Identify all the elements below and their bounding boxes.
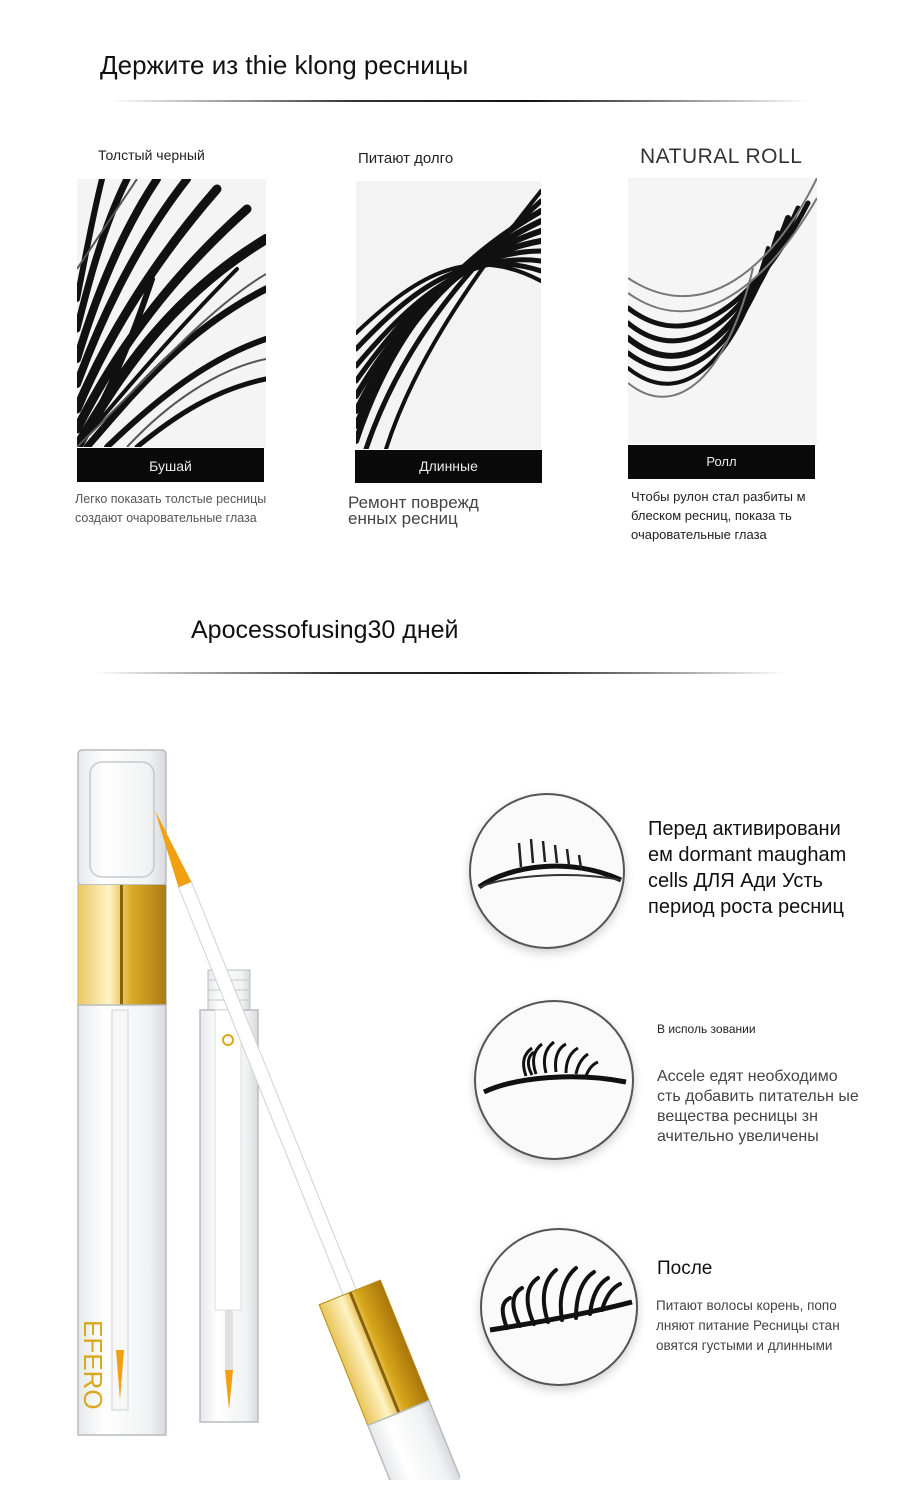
stage-after-lash-circle bbox=[480, 1228, 638, 1386]
section-divider-1 bbox=[110, 100, 810, 102]
thick-lashes-photo bbox=[77, 179, 266, 447]
stage-during-label: В исполь зовании bbox=[657, 1022, 756, 1036]
column-3-description: Чтобы рулон стал разбиты м блеском ресниц, показа ть очаровательные глаза bbox=[631, 489, 806, 542]
stage-after-label: После bbox=[657, 1258, 713, 1279]
column-2-bar-label: Длинные bbox=[355, 450, 542, 483]
stage-after-description: Питают волосы корень, попо лняют питание Ресницы стан овятся густыми и длинными bbox=[656, 1298, 840, 1353]
stage-before-lash-circle bbox=[469, 793, 625, 949]
column-3-top-label: NATURAL ROLL bbox=[640, 145, 803, 168]
column-1-bar-label: Бушай bbox=[77, 448, 264, 482]
brand-logo-text: EFERO bbox=[78, 1320, 108, 1410]
column-3-bar-label: Ролл bbox=[628, 445, 815, 479]
column-2-description: Ремонт поврежд енных ресниц bbox=[348, 493, 479, 528]
section-title-1: Держите из thie klong ресницы bbox=[100, 50, 469, 80]
stage-during-lash-circle bbox=[474, 1000, 634, 1160]
column-1-top-label: Толстый черный bbox=[98, 147, 205, 163]
section-title-2: Apocessofusing30 дней bbox=[191, 616, 459, 644]
stage-during-description: Accele едят необходимо сть добавить питательн ые вещества ресницы зн ачительно увеличены bbox=[657, 1068, 859, 1145]
section-divider-2 bbox=[95, 672, 785, 674]
column-1-description: Легко показать толстые ресницы создают очаровательные глаза bbox=[75, 492, 267, 525]
long-lashes-photo bbox=[356, 181, 541, 449]
natural-roll-photo bbox=[628, 178, 817, 444]
column-2-top-label: Питают долго bbox=[358, 150, 454, 167]
stage-before-label: Перед активировани ем dormant maugham cells ДЛЯ Ади Усть период роста ресниц bbox=[648, 818, 847, 918]
serum-product-illustration bbox=[60, 740, 460, 1480]
